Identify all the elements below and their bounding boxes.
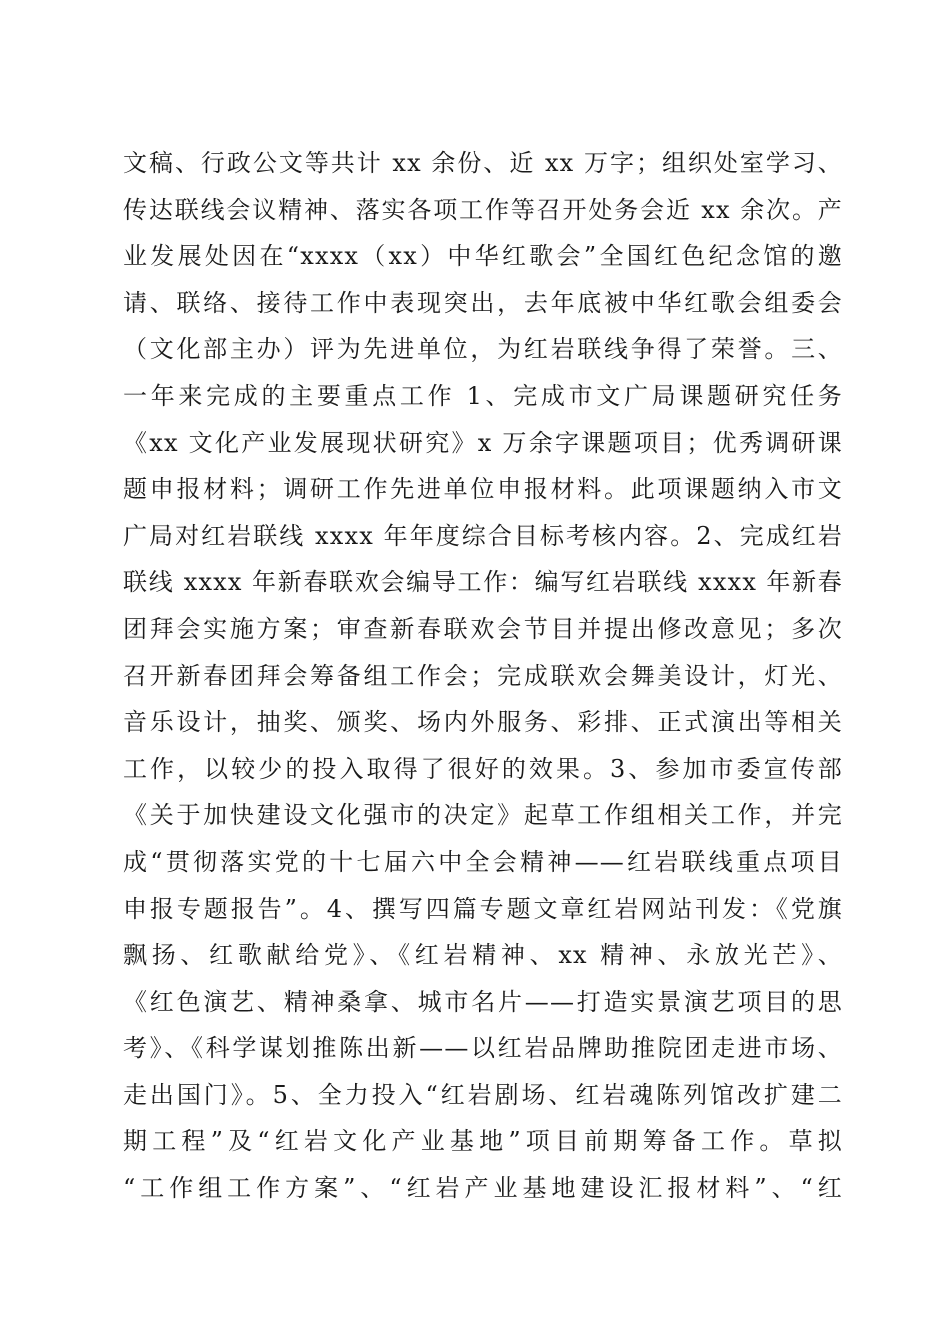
- text-line: 团拜会实施方案；审查新春联欢会节目并提出修改意见；多次: [123, 614, 843, 643]
- text-line: 题申报材料；调研工作先进单位申报材料。此项课题纳入市文: [123, 475, 843, 504]
- text-line: 飘扬、红歌献给党》、《红岩精神、xx 精神、永放光芒》、: [123, 941, 843, 970]
- text-line: 工作，以较少的投入取得了很好的效果。3、参加市委宣传部: [123, 754, 843, 783]
- text-line: 音乐设计，抽奖、颁奖、场内外服务、彩排、正式演出等相关: [123, 708, 843, 737]
- text-line: 期工程”及“红岩文化产业基地”项目前期筹备工作。草拟: [123, 1127, 843, 1156]
- text-line: “工作组工作方案”、“红岩产业基地建设汇报材料”、“红: [123, 1174, 843, 1203]
- text-line: 联线 xxxx 年新春联欢会编导工作：编写红岩联线 xxxx 年新春: [123, 568, 843, 597]
- text-line: 《xx 文化产业发展现状研究》x 万余字课题项目；优秀调研课: [123, 428, 843, 457]
- text-line: 《关于加快建设文化强市的决定》起草工作组相关工作，并完: [123, 801, 843, 830]
- body-text: [123, 140, 843, 1212]
- text-line: 申报专题报告”。4、撰写四篇专题文章红岩网站刊发：《党旗: [123, 894, 843, 923]
- text-line: 考》、《科学谋划推陈出新——以红岩品牌助推院团走进市场、: [123, 1034, 843, 1063]
- text-line: 一年来完成的主要重点工作 1、完成市文广局课题研究任务: [123, 381, 843, 410]
- text-line: （文化部主办）评为先进单位，为红岩联线争得了荣誉。三、: [123, 335, 843, 364]
- text-line: 广局对红岩联线 xxxx 年年度综合目标考核内容。2、完成红岩: [123, 521, 843, 550]
- text-line: 《红色演艺、精神桑拿、城市名片——打造实景演艺项目的思: [123, 987, 843, 1016]
- text-line: 文稿、行政公文等共计 xx 余份、近 xx 万字；组织处室学习、: [123, 149, 843, 177]
- text-line: 业发展处因在“xxxx（xx）中华红歌会”全国红色纪念馆的邀: [123, 242, 843, 271]
- text-line: 走出国门》。5、全力投入“红岩剧场、红岩魂陈列馆改扩建二: [123, 1080, 843, 1109]
- text-line: 请、联络、接待工作中表现突出，去年底被中华红歌会组委会: [123, 288, 843, 317]
- text-line: 召开新春团拜会筹备组工作会；完成联欢会舞美设计，灯光、: [123, 661, 843, 690]
- text-line: 传达联线会议精神、落实各项工作等召开处务会近 xx 余次。产: [123, 195, 843, 224]
- text-line: 成“贯彻落实党的十七届六中全会精神——红岩联线重点项目: [123, 847, 843, 876]
